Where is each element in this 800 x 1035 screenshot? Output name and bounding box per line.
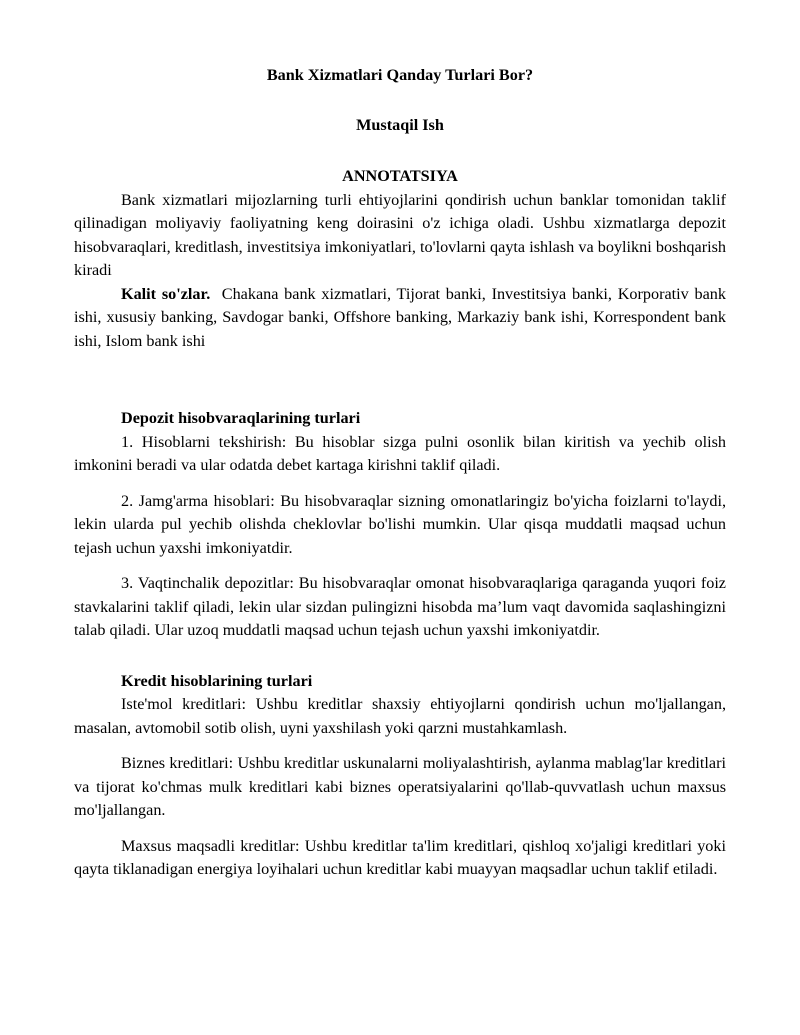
credit-paragraph-2: Biznes kreditlari: Ushbu kreditlar uskunalarni moliyalashtirish, aylanma mablag'lar kreditlari va tijorat ko'chmas mulk kreditlari kabi biznes operatsiyalarini qo'llab-quvvatlash uchun maxsus mo'ljallangan. (74, 754, 726, 819)
credit-paragraph-1: Iste'mol kreditlari: Ushbu kreditlar shaxsiy ehtiyojlarni qondirish uchun mo'ljallangan, masalan, avtomobil sotib olish, uyni yaxshilash yoki qarzni mustahkamlash. (74, 695, 726, 737)
document-title: Bank Xizmatlari Qanday Turlari Bor? (266, 66, 534, 84)
keywords-label: Kalit so'zlar. (121, 284, 211, 303)
deposit-paragraph-1: 1. Hisoblarni tekshirish: Bu hisoblar sizga pulni osonlik bilan kiritish va yechib olish imkonini beradi va ular odatda debet kartaga kirishni taklif qiladi. (74, 432, 726, 474)
deposit-section-heading: Depozit hisobvaraqlarining turlari (121, 409, 361, 427)
deposit-paragraph-2: 2. Jamg'arma hisoblari: Bu hisobvaraqlar sizning omonatlaringiz bo'yicha foizlarni to'laydi, lekin ularda pul yechib olishda cheklovlar bo'lishi mumkin. Ular qisqa muddatli maqsad uchun tejash uchun yaxshi imkoniyatdir. (74, 491, 726, 557)
deposit-paragraph-3: 3. Vaqtinchalik depozitlar: Bu hisobvaraqlar omonat hisobvaraqlariga qaraganda yuqori foiz stavkalarini taklif qiladi, lekin ular sizdan pulingizni hisobda ma’lum vaqt davomida saqlashingizni talab qiladi. Ular uzoq muddatli maqsad uchun tejash uchun yaxshi imkoniyatdir. (74, 574, 726, 639)
keywords-paragraph (74, 283, 726, 354)
keywords-text: Chakana bank xizmatlari, Tijorat banki, Investitsiya banki, Korporativ bank ishi, xususiy banking, Savdogar banki, Offshore banking, Markaziy bank ishi, Korrespondent bank ishi, Islom bank ishi (74, 284, 726, 350)
annotation-paragraph: Bank xizmatlari mijozlarning turli ehtiyojlarini qondirish uchun banklar tomonidan taklif qilinadigan moliyaviy faoliyatning keng doirasini o'z ichiga oladi. Ushbu xizmatlarga depozit hisobvaraqlari, kreditlash, investitsiya imkoniyatlari, to'lovlarni qayta ishlash va boylikni boshqarish kiradi (74, 190, 726, 279)
credit-section-heading: Kredit hisoblarining turlari (121, 671, 313, 690)
document-subtitle: Mustaqil Ish (356, 115, 444, 134)
document-body (74, 64, 726, 882)
credit-paragraph-3: Maxsus maqsadli kreditlar: Ushbu kreditlar ta'lim kreditlari, qishloq xo'jaligi kreditlari yoki qayta tiklanadigan energiya loyihalari uchun kreditlar kabi muayyan maqsadlar uchun taklif etiladi. (74, 836, 726, 878)
annotation-heading: ANNOTATSIYA (342, 167, 458, 185)
